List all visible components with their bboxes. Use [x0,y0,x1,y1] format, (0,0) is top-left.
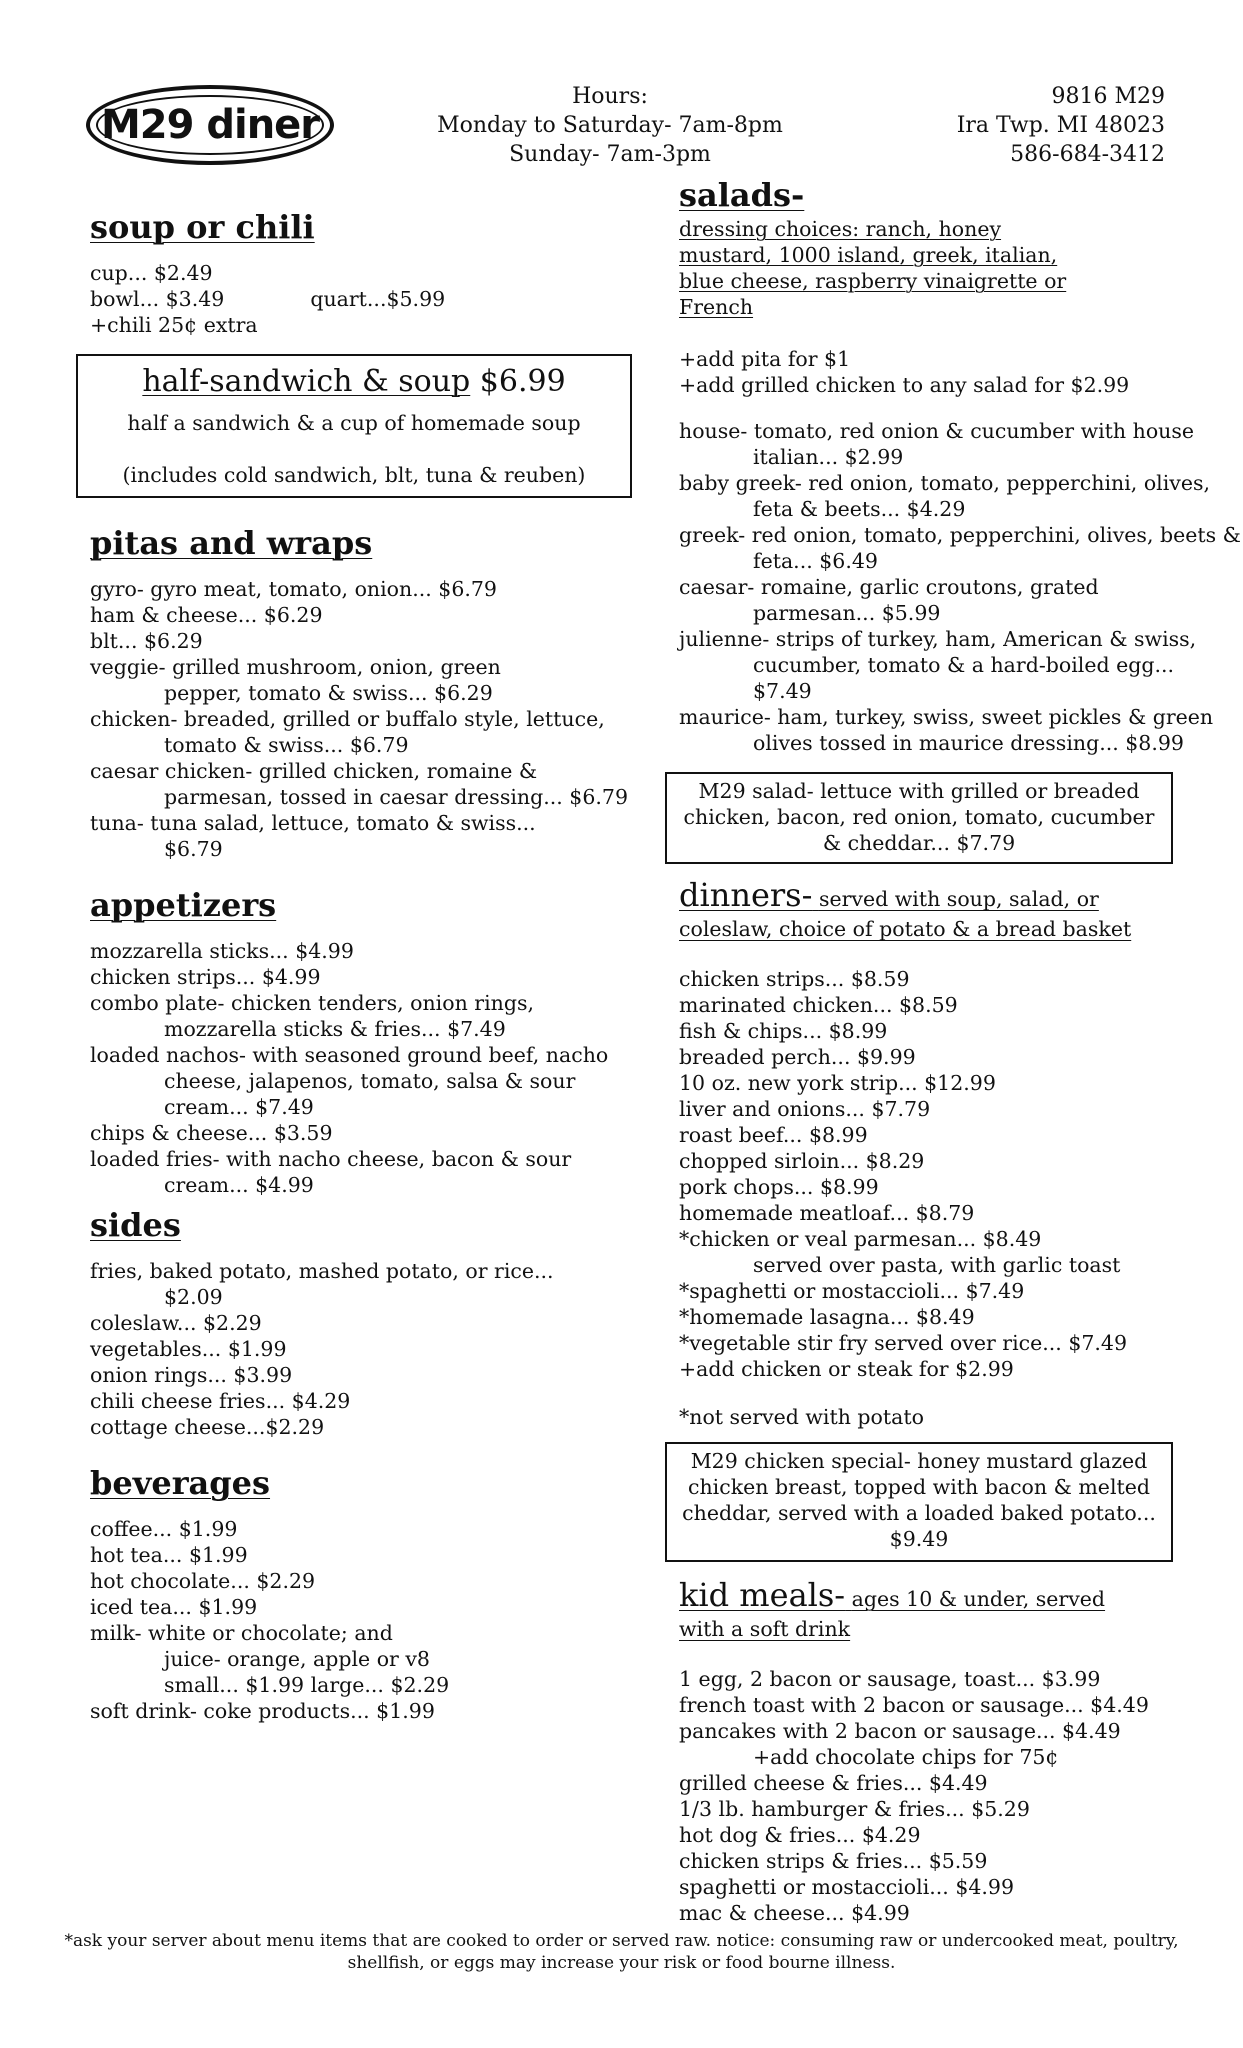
menu-item: caesar- romaine, garlic croutons, grated parmesan... $5.99 [679,575,1099,625]
salads-section [679,176,1241,756]
menu-item: loaded nachos- with seasoned ground beef, nacho cheese, jalapenos, tomato, salsa & sour cream... $7.49 [90,1043,609,1119]
hours-label: Hours: [572,84,648,109]
menu-item: fish & chips... $8.99 [679,1019,888,1043]
address-line2: Ira Twp. MI 48023 [956,113,1165,138]
menu-item: ham & cheese... $6.29 [90,603,323,627]
hours-block [400,82,820,169]
menu-item: *vegetable stir fry served over rice... $7.49 [679,1331,1128,1355]
salads-addon-chicken: +add grilled chicken to any salad for $2.99 [679,373,1130,397]
soup-title: soup or chili [90,208,315,246]
menu-item: coleslaw... $2.29 [90,1311,262,1335]
menu-item: coffee... $1.99 [90,1517,238,1541]
sides-title: sides [90,1206,181,1244]
soup-cup: cup... $2.49 [90,261,213,285]
beverages-section [90,1464,650,1724]
menu-item: blt... $6.29 [90,629,203,653]
logo-text: M29 diner [100,102,320,148]
soup-chili-extra: +chili 25¢ extra [90,313,258,337]
dinners-footnote: *not served with potato [679,1405,924,1429]
appetizers-title: appetizers [90,886,277,924]
menu-item: marinated chicken... $8.59 [679,993,958,1017]
pitas-title: pitas and wraps [90,524,373,562]
menu-item: maurice- ham, turkey, swiss, sweet pickles & green olives tossed in maurice dressing... $8.99 [679,705,1214,755]
menu-item: hot dog & fries... $4.29 [679,1823,921,1847]
menu-item: onion rings... $3.99 [90,1363,293,1387]
menu-item: gyro- gyro meat, tomato, onion... $6.79 [90,577,497,601]
hours-weekday: Monday to Saturday- 7am-8pm [437,113,783,138]
menu-item: roast beef... $8.99 [679,1123,868,1147]
menu-item: vegetables... $1.99 [90,1337,287,1361]
menu-item: soft drink- coke products... $1.99 [90,1699,435,1723]
menu-item: french toast with 2 bacon or sausage... $4.49 [679,1693,1149,1717]
kids-note: ages 10 & under, served with a soft drink [679,1587,1106,1641]
dinners-note: served with soup, salad, or coleslaw, choice of potato & a bread basket [679,887,1132,941]
menu-item: milk- white or chocolate; and [90,1621,393,1645]
menu-item: chicken strips & fries... $5.59 [679,1849,988,1873]
menu-item-note: served over pasta, with garlic toast [753,1253,1121,1277]
menu-item: spaghetti or mostaccioli... $4.99 [679,1875,1015,1899]
menu-item: 10 oz. new york strip... $12.99 [679,1071,996,1095]
menu-item: *homemade lasagna... $8.49 [679,1305,975,1329]
half-sandwich-includes: (includes cold sandwich, blt, tuna & reuben) [122,463,586,487]
menu-item: breaded perch... $9.99 [679,1045,916,1069]
kids-title: kid meals- [679,1576,846,1614]
menu-item: hot tea... $1.99 [90,1543,248,1567]
menu-item: chili cheese fries... $4.29 [90,1389,351,1413]
menu-item-note: +add chocolate chips for 75¢ [753,1745,1059,1769]
right-column [679,176,1241,1926]
dinners-section [679,876,1179,1430]
menu-item: caesar chicken- grilled chicken, romaine & parmesan, tossed in caesar dressing... $6.79 [90,759,628,809]
menu-item: house- tomato, red onion & cucumber with house italian... $2.99 [679,419,1195,469]
phone-number: 586-684-3412 [1010,142,1165,167]
menu-item: fries, baked potato, mashed potato, or rice... $2.09 [90,1259,554,1309]
menu-item: combo plate- chicken tenders, onion rings, mozzarella sticks & fries... $7.49 [90,991,535,1041]
menu-item: +add chicken or steak for $2.99 [679,1357,1014,1381]
kids-section [679,1576,1179,1926]
menu-item: chicken strips... $8.59 [679,967,910,991]
menu-item: *spaghetti or mostaccioli... $7.49 [679,1279,1025,1303]
chicken-special-text: M29 chicken special- honey mustard glazed chicken breast, topped with bacon & melted cheddar, served with a loaded baked potato... $9.49 [682,1449,1156,1551]
soup-quart: quart...$5.99 [310,287,446,311]
hours-sunday: Sunday- 7am-3pm [509,142,711,167]
menu-item: juice- orange, apple or v8 [164,1647,430,1671]
menu-item: 1 egg, 2 bacon or sausage, toast... $3.99 [679,1667,1101,1691]
food-safety-notice: *ask your server about menu items that are cooked to order or served raw. notice: consuming raw or undercooked meat, poultry, shellfish, or eggs may increase your risk or food bourne illness. [64,1931,1179,1973]
menu-item: loaded fries- with nacho cheese, bacon & sour cream... $4.99 [90,1147,572,1197]
address-line1: 9816 M29 [1051,84,1165,109]
dinners-title: dinners- [679,876,813,914]
chicken-special-box [665,1442,1173,1562]
m29-salad-box [665,772,1173,864]
menu-item: tuna- tuna salad, lettuce, tomato & swiss... $6.79 [90,811,536,861]
m29-salad-text: M29 salad- lettuce with grilled or breaded chicken, bacon, red onion, tomato, cucumber & cheddar... $7.79 [683,779,1155,855]
menu-item: chicken strips... $4.99 [90,965,321,989]
menu-item: grilled cheese & fries... $4.49 [679,1771,988,1795]
half-sandwich-box [76,354,632,498]
menu-item: 1/3 lb. hamburger & fries... $5.29 [679,1797,1030,1821]
soup-section [90,208,650,338]
menu-item: pancakes with 2 bacon or sausage... $4.49 [679,1719,1121,1743]
beverages-title: beverages [90,1464,271,1502]
menu-item: chicken- breaded, grilled or buffalo style, lettuce, tomato & swiss... $6.79 [90,707,605,757]
menu-item: mac & cheese... $4.99 [679,1901,910,1925]
soup-bowl: bowl... $3.49 [90,287,225,311]
kids-header [679,1576,1149,1644]
half-sandwich-title-row [108,362,600,402]
appetizers-section [90,886,650,1198]
menu-item: small... $1.99 large... $2.29 [164,1673,450,1697]
menu-item: *chicken or veal parmesan... $8.49 [679,1227,1042,1251]
half-sandwich-title: half-sandwich & soup [142,364,471,399]
menu-item: homemade meatloaf... $8.79 [679,1201,975,1225]
menu-item: chips & cheese... $3.59 [90,1121,333,1145]
menu-item: chopped sirloin... $8.29 [679,1149,925,1173]
salads-addon-pita: +add pita for $1 [679,347,851,371]
menu-item: greek- red onion, tomato, pepperchini, olives, beets & feta... $6.49 [679,523,1241,573]
menu-item: hot chocolate... $2.29 [90,1569,316,1593]
left-column [90,208,650,1724]
menu-item: julienne- strips of turkey, ham, American & swiss, cucumber, tomato & a hard-boiled egg... $7.49 [679,627,1197,703]
diner-logo [86,85,334,165]
half-sandwich-desc: half a sandwich & a cup of homemade soup [127,411,581,435]
dinners-header [679,876,1179,944]
salads-title: salads- [679,176,805,214]
menu-item: cottage cheese...$2.29 [90,1415,325,1439]
pitas-section [90,524,650,862]
sides-section [90,1206,650,1440]
half-sandwich-price: $6.99 [479,364,566,399]
menu-item: pork chops... $8.99 [679,1175,879,1199]
address-block [957,82,1165,169]
menu-item: veggie- grilled mushroom, onion, green pepper, tomato & swiss... $6.29 [90,655,501,705]
salads-dressing-note: dressing choices: ranch, honey mustard, 1000 island, greek, italian, blue cheese, raspberry vinaigrette or French [679,217,1067,319]
menu-item: iced tea... $1.99 [90,1595,258,1619]
menu-item: liver and onions... $7.79 [679,1097,931,1121]
menu-item: baby greek- red onion, tomato, pepperchini, olives, feta & beets... $4.29 [679,471,1211,521]
menu-item: mozzarella sticks... $4.99 [90,939,354,963]
